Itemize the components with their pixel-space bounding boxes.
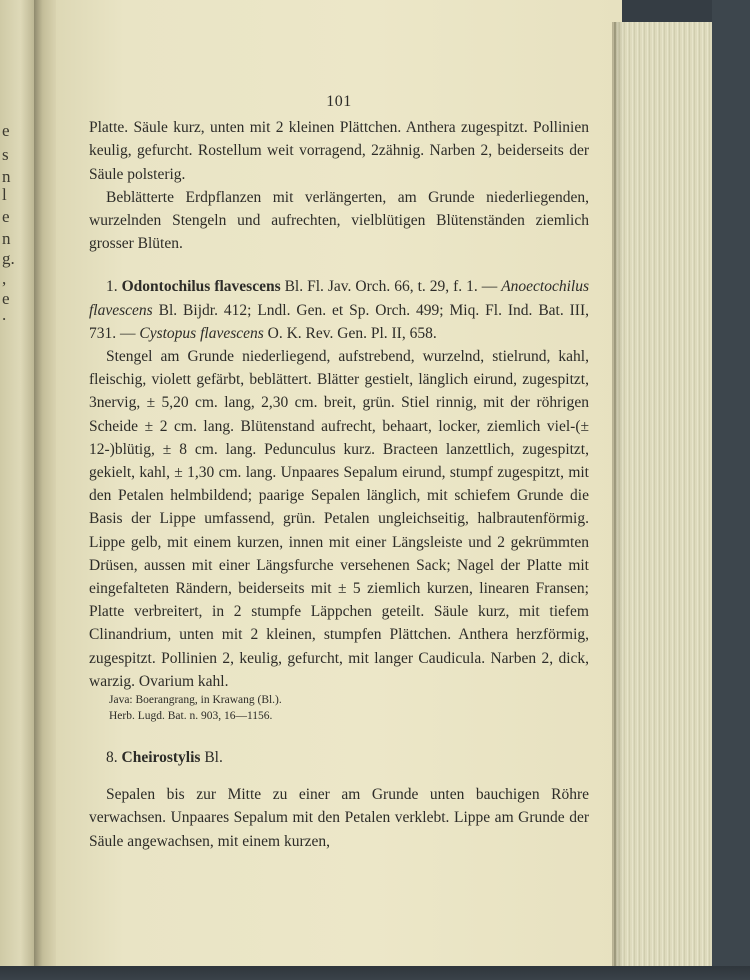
genus-heading <box>89 746 589 769</box>
herbarium-note: Herb. Lugd. Bat. n. 903, 16—1156. <box>109 709 273 722</box>
left-page-fragment: e <box>2 289 10 308</box>
species-reference: Bl. Bijdr. 412; Lndl. Gen. et Sp. Orch. 499; Miq. Fl. Ind. Bat. III, 731. — <box>89 301 589 342</box>
page-text <box>89 90 589 853</box>
synonym-name: Cystopus flavescens <box>139 324 264 342</box>
page-edge-shadow <box>612 22 624 968</box>
species-name: Odontochilus flavescens <box>121 278 281 296</box>
left-page-fragment: s <box>2 145 9 164</box>
genus-name: Cheirostylis <box>121 749 201 767</box>
left-page-fragment: g. <box>2 249 15 268</box>
facing-page-strip <box>0 0 34 980</box>
book-cover-edge <box>712 0 750 980</box>
habit-paragraph: Beblätterte Erdpflanzen mit verlängerten, am Grunde niederliegenden, wurzelnden Stengeln und aufrechten, vielblütigen Blütenständen ziemlich grosser Blüten. <box>89 188 589 253</box>
intro-paragraph: Platte. Säule kurz, unten mit 2 kleinen Plättchen. Anthera zugespitzt. Pollinien keulig, gefurcht. Rostellum weit vorragend, 2zähnig. Narben 2, beiderseits der Säule polsterig. <box>89 119 589 183</box>
left-page-fragment: n <box>2 229 11 248</box>
page-number: 101 <box>326 93 352 110</box>
page-edges <box>614 22 714 968</box>
species-reference: O. K. Rev. Gen. Pl. II, 658. <box>263 324 437 342</box>
left-page-fragment: n <box>2 167 11 186</box>
left-page-fragment: l <box>2 185 7 204</box>
locality-note: Java: Boerangrang, in Krawang (Bl.). <box>109 694 282 707</box>
genus-author: Bl. <box>200 749 223 767</box>
species-description: Stengel am Grunde niederliegend, aufstrebend, wurzelnd, stielrund, kahl, fleischig, violett gefärbt, beblättert. Blätter gestielt, länglich eirund, zugespitzt, 3nervig, ± 5,20 cm. lang, 2,30 cm. breit, grün. Stiel rinnig, mit der röhrigen Scheide ± 2 cm. lang. Blütenstand aufrecht, behaart, locker, ziemlich viel-(± 12-)blütig, ± 8 cm. lang. Pedunculus kurz. Bracteen lanzettlich, zugespitzt, gekielt, kahl, ± 1,30 cm. lang. Unpaares Sepalum eirund, stumpf zugespitzt, mit den Petalen helmbildend; paarige Sepalen länglich, mit schiefem Grunde die Basis der Lippe umfassend, grün. Petalen ungleichseitig, halbrautenförmig. Lippe gelb, mit einem kurzen, innen mit einer Längsleiste und 2 gekrümmten Drüsen, aussen mit einer Längsfurche versehenen Sack; Nagel der Platte mit eingefalteten Rändern, beiderseits mit ± 5 ziemlich kurzen, linearen Fransen; Platte verbreitert, in 2 stumpfe Läppchen geteilt. Säule kurz, mit tiefem Clinandrium, unten mit 2 kleinen, stumpfen Plättchen. Anthera herzförmig, zugespitzt. Pollinien 2, keulig, gefurcht, mit langer Caudicula. Narben 2, dick, warzig. Ovarium kahl. <box>89 348 589 690</box>
left-page-fragment: e <box>2 121 10 140</box>
species-reference: Bl. Fl. Jav. Orch. 66, t. 29, f. 1. — <box>280 278 502 296</box>
genus-description: Sepalen bis zur Mitte zu einer am Grunde unten bauchigen Röhre verwachsen. Unpaares Sepalum mit den Petalen verklebt. Lippe am Grunde der Säule angewachsen, mit einem kurzen, <box>89 786 589 850</box>
left-page-fragment: , <box>2 269 7 288</box>
book-page <box>56 0 622 968</box>
left-page-fragment: . <box>2 305 7 324</box>
book-bottom-edge <box>0 966 750 980</box>
genus-number: 8. <box>106 749 118 767</box>
species-entry <box>89 275 589 345</box>
book-gutter <box>34 0 56 980</box>
synonym-name: Anoectochilus flavescens <box>89 278 590 319</box>
left-page-fragment: e <box>2 207 10 226</box>
species-number: 1. <box>106 278 118 296</box>
